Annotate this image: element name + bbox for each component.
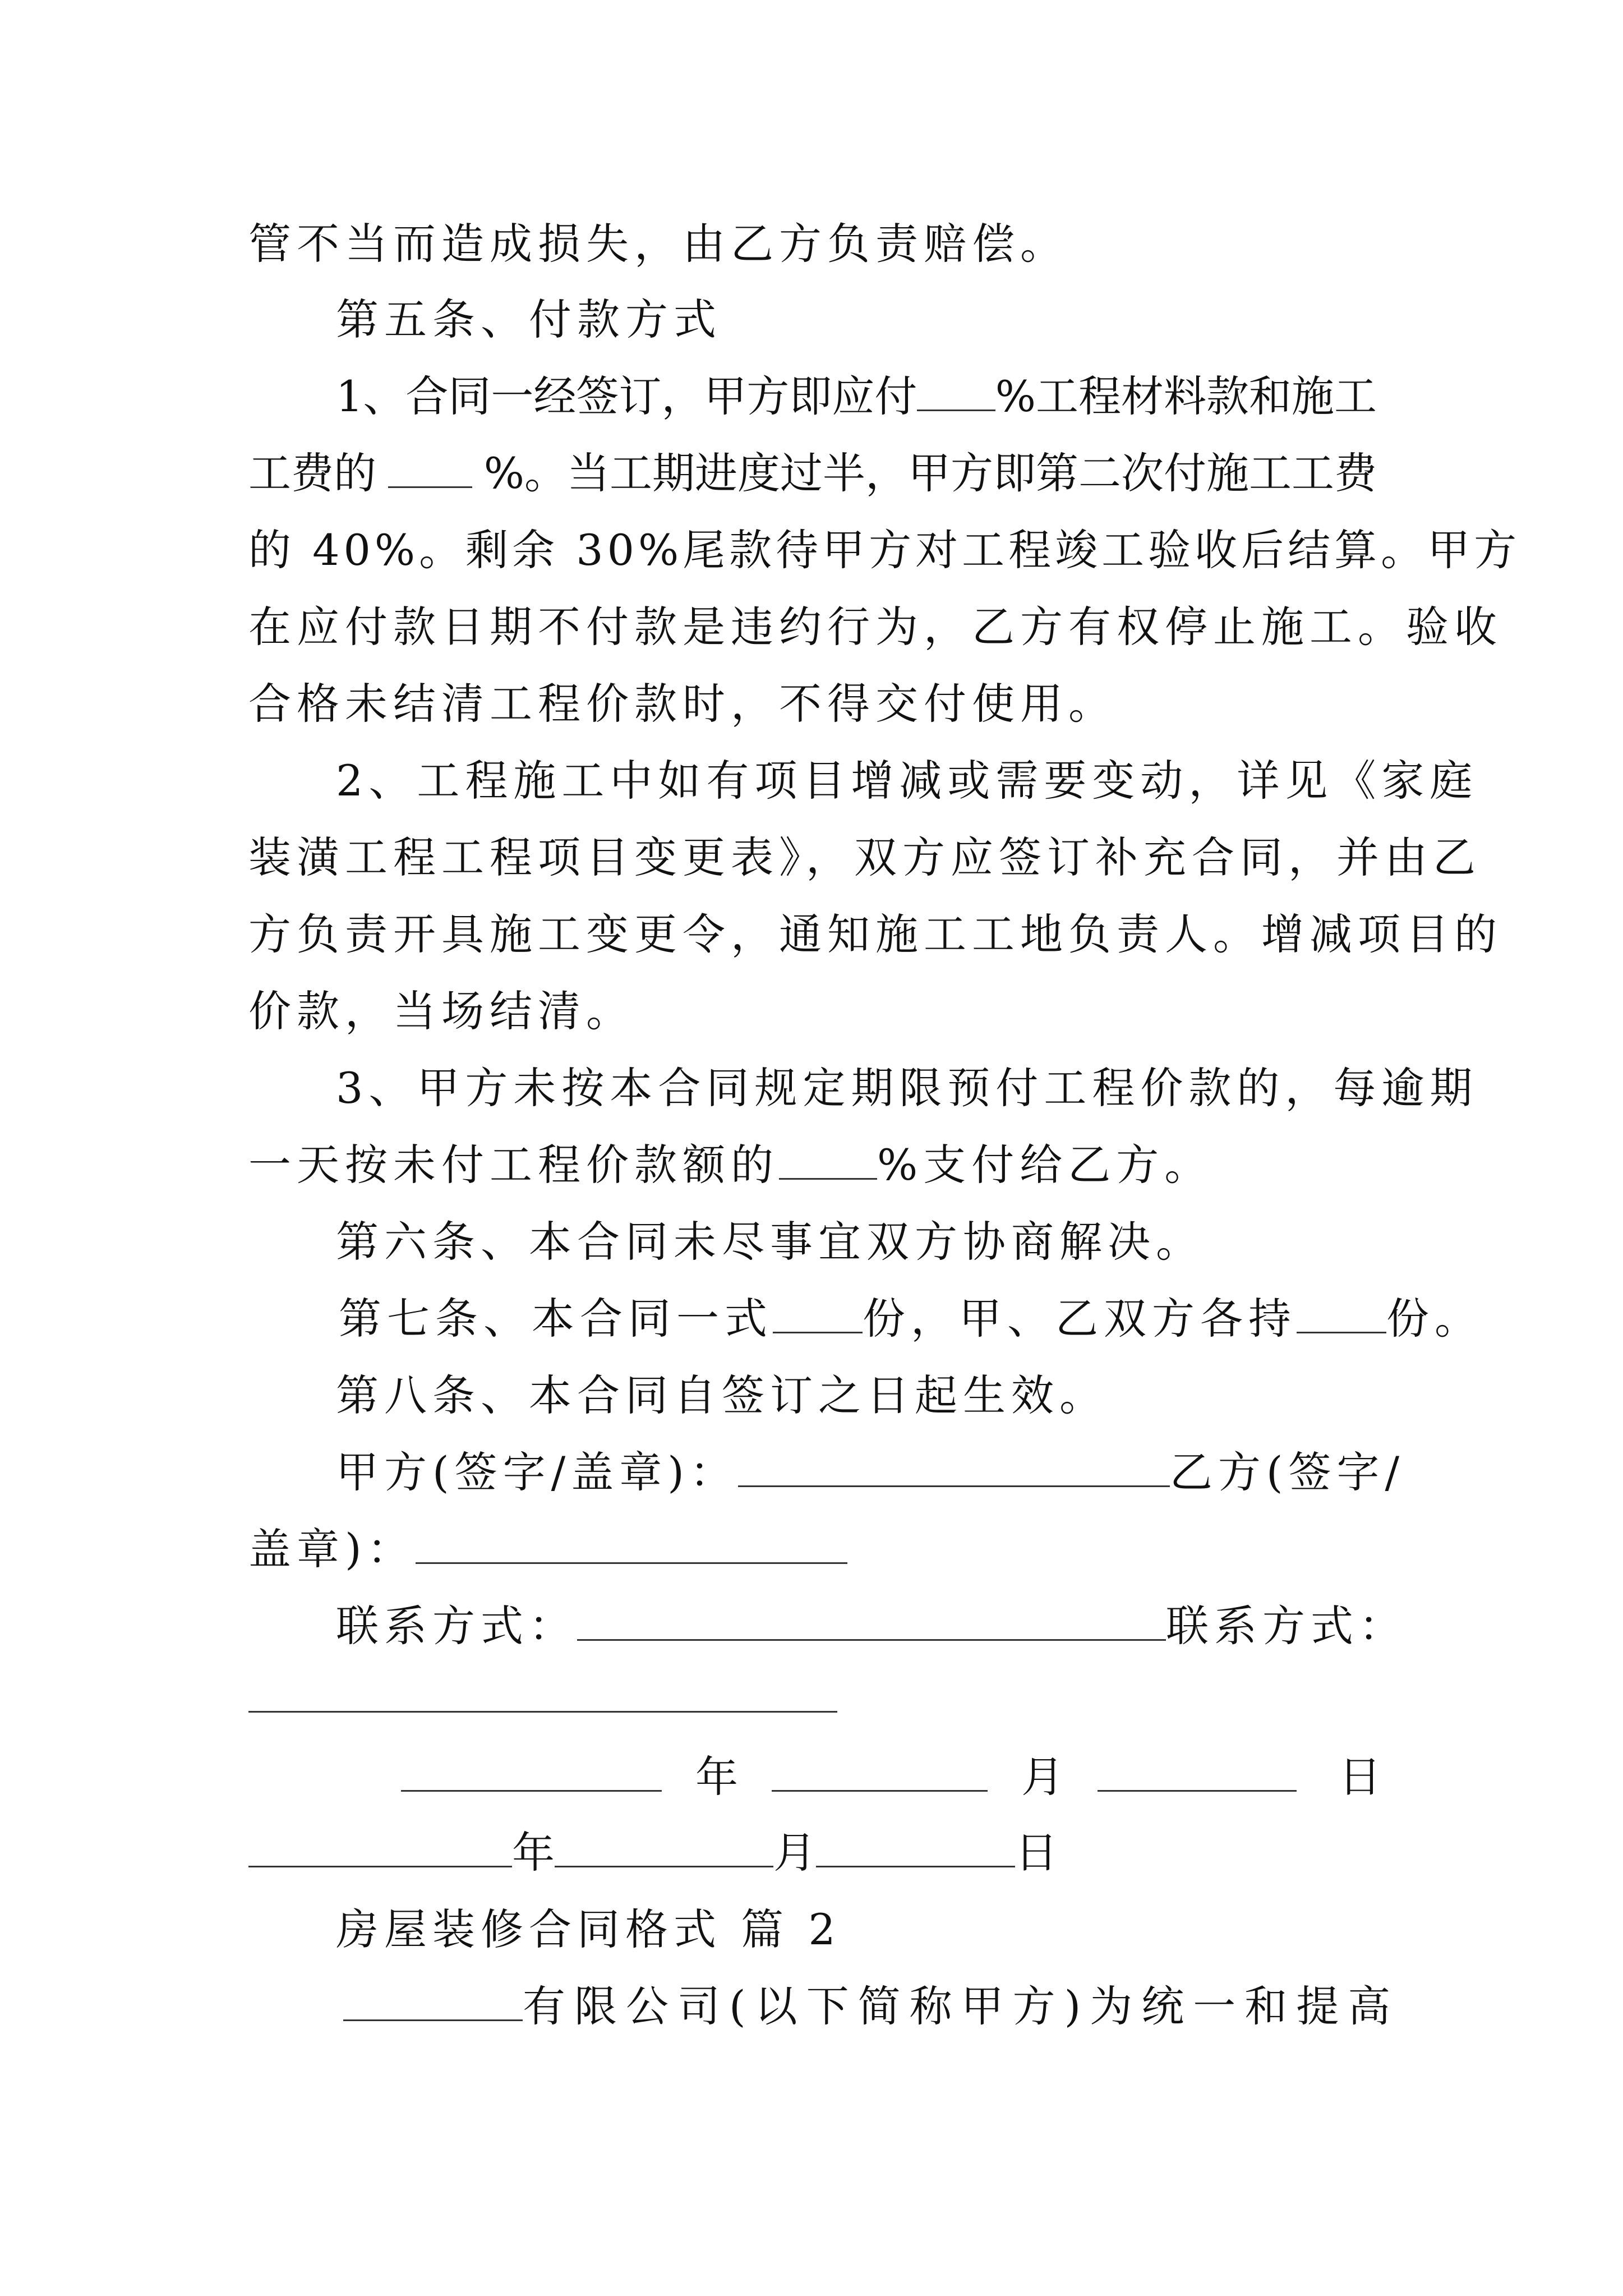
paragraph-line: 合格未结清工程价款时，不得交付使用。 [248,679,1117,729]
text-segment: 第七条、本合同一式 [339,1294,773,1343]
party-b-contact-blank[interactable] [248,1711,837,1713]
month-label: 月 [1021,1752,1064,1802]
text-segment: 有限公司(以下简称甲方)为统一和提高 [523,1981,1400,2031]
party-b-signature-label-cont: 盖章)： [248,1524,416,1574]
article-heading: 房屋装修合同格式 篇 2 [336,1904,841,1954]
text-segment: 份，甲、乙双方各持 [863,1294,1297,1343]
fill-blank[interactable] [917,409,995,411]
day-blank[interactable] [1098,1789,1297,1792]
paragraph-line [343,1981,1400,2031]
paragraph-line [248,448,1377,498]
date-line-party-b [248,1828,1058,1878]
paragraph-line: 价款，当场结清。 [248,986,634,1036]
text-segment: %。当工期进度过半，甲方即第二次付施工工费 [483,448,1377,498]
year-label: 年 [695,1752,738,1802]
paragraph-line: 第八条、本合同自签订之日起生效。 [336,1370,1108,1420]
paragraph-line [336,371,1377,421]
text-segment: %支付给乙方。 [877,1140,1213,1190]
day-label: 日 [1015,1828,1058,1878]
day-label: 日 [1339,1752,1381,1802]
fill-blank[interactable] [388,486,472,488]
paragraph-line: 2、工程施工中如有项目增减或需要变动，详见《家庭 [336,756,1478,806]
party-b-signature-label: 乙方(签字/ [1169,1447,1405,1497]
paragraph-line: 方负责开具施工变更令，通知施工工地负责人。增减项目的 [248,909,1502,959]
paragraph-line [339,1294,1483,1343]
year-label: 年 [512,1828,555,1878]
fill-blank[interactable] [1297,1331,1386,1333]
paragraph-line: 在应付款日期不付款是违约行为，乙方有权停止施工。验收 [248,602,1502,652]
month-label: 月 [773,1828,816,1878]
fill-blank[interactable] [779,1177,877,1180]
contact-line [336,1601,1407,1651]
party-b-signature-blank[interactable] [416,1562,847,1564]
text-segment: 份。 [1386,1294,1483,1343]
date-line-party-a [401,1752,1381,1802]
party-a-contact-blank[interactable] [577,1639,1166,1641]
paragraph-line: 的 40%。剩余 30%尾款待甲方对工程竣工验收后结算。甲方 [248,525,1521,575]
month-blank[interactable] [555,1865,773,1867]
party-b-contact-label: 联系方式： [1166,1601,1407,1651]
section-heading: 第五条、付款方式 [336,295,722,344]
company-name-blank[interactable] [343,2019,523,2021]
paragraph-line: 管不当而造成损失，由乙方负责赔偿。 [248,219,1068,269]
party-a-contact-label: 联系方式： [336,1601,577,1651]
signature-line-party-b [248,1524,847,1574]
text-segment: 一天按未付工程价款额的 [248,1140,779,1190]
month-blank[interactable] [772,1789,988,1792]
paragraph-line: 第六条、本合同未尽事宜双方协商解决。 [336,1217,1204,1267]
paragraph-line: 3、甲方未按本合同规定期限预付工程价款的，每逾期 [336,1063,1478,1113]
year-blank[interactable] [401,1789,662,1792]
text-segment: 工费的 [248,448,376,498]
signature-line-party-a [336,1447,1405,1497]
text-segment: 1、合同一经签订，甲方即应付 [336,371,917,421]
day-blank[interactable] [816,1865,1015,1867]
paragraph-line [248,1140,1213,1190]
party-a-signature-label: 甲方(签字/盖章)： [336,1447,738,1497]
fill-blank[interactable] [773,1331,863,1333]
year-blank[interactable] [248,1865,512,1867]
party-a-signature-blank[interactable] [738,1485,1170,1487]
paragraph-line: 装潢工程工程项目变更表》，双方应签订补充合同，并由乙 [248,832,1481,882]
text-segment: %工程材料款和施工 [995,371,1377,421]
